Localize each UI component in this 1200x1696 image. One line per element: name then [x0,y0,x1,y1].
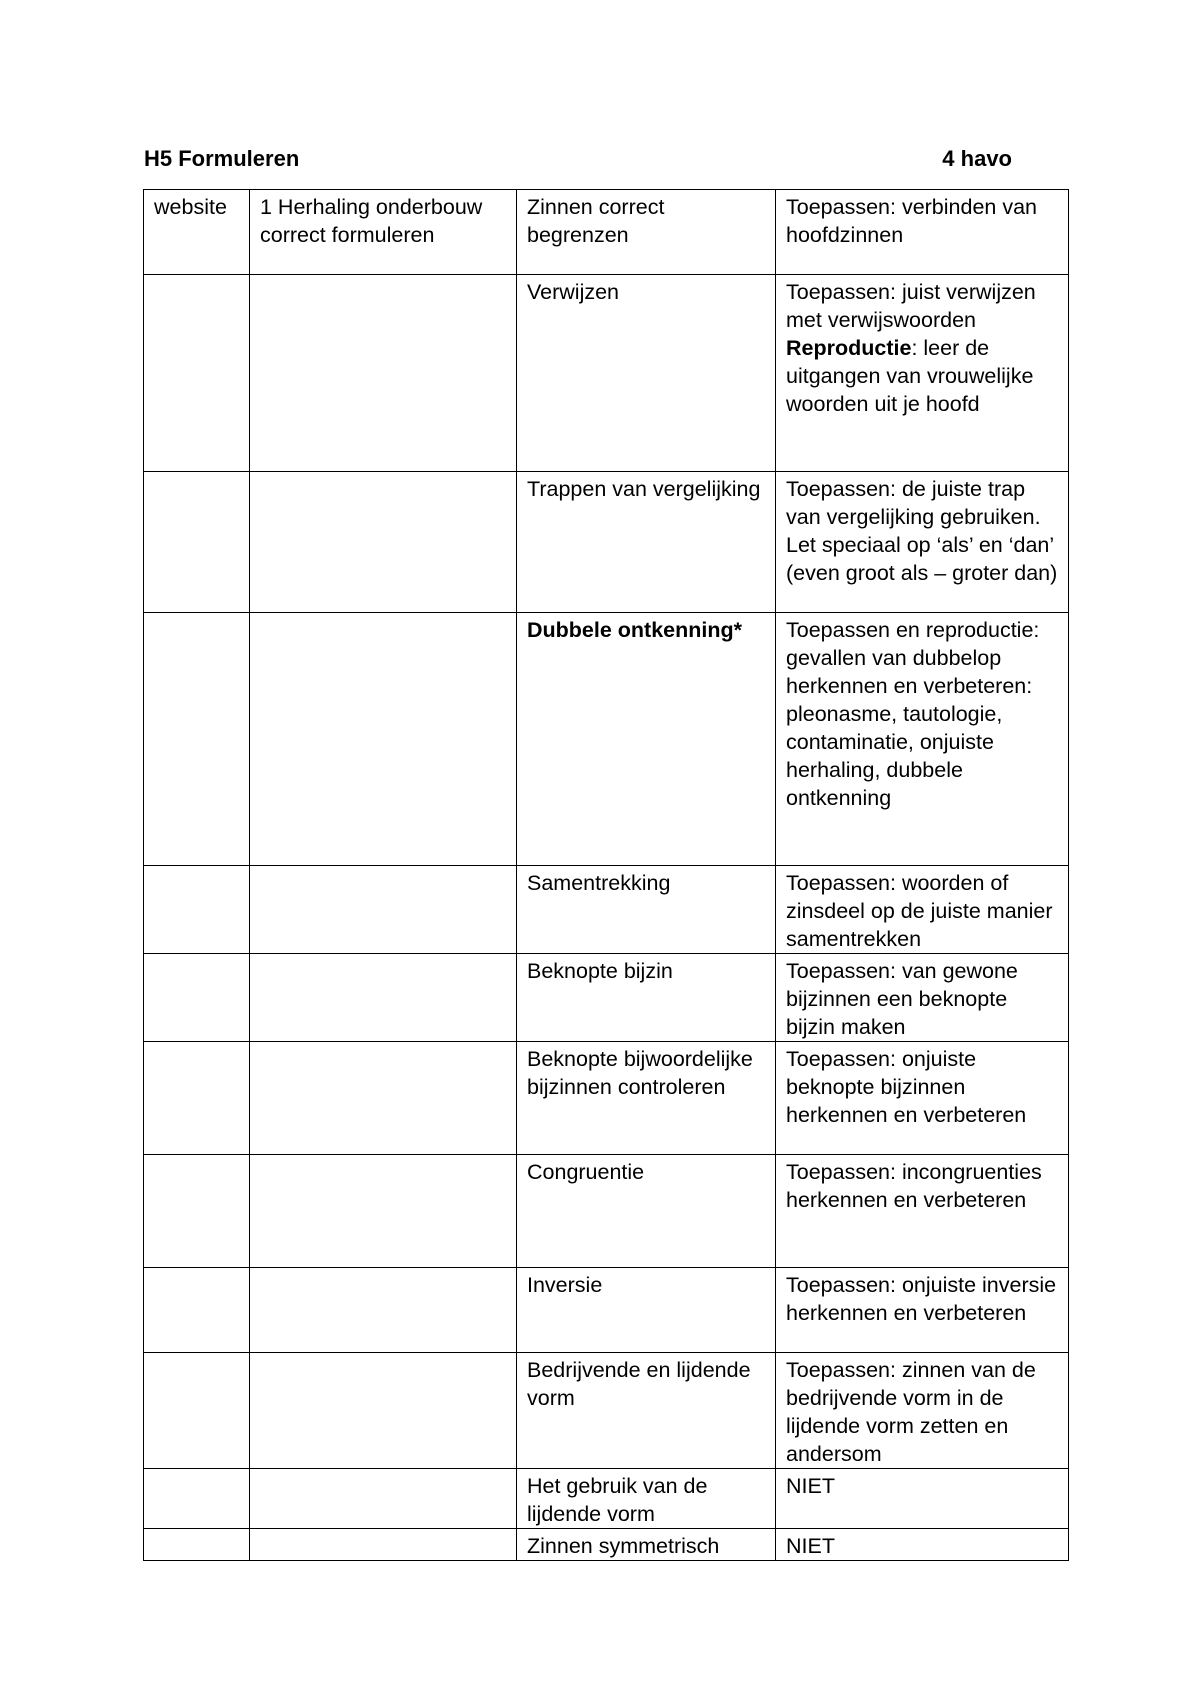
goal-cell: Toepassen: van gewone bijzinnen een beknopte bijzin maken [776,954,1069,1042]
goal-cell: NIET [776,1529,1069,1561]
goal-cell: Toepassen: onjuiste beknopte bijzinnen herkennen en verbeteren [776,1042,1069,1155]
goal-cell: Toepassen: onjuiste inversie herkennen en verbeteren [776,1268,1069,1353]
goal-cell: Toepassen: incongruenties herkennen en verbeteren [776,1155,1069,1268]
topic-cell: Bedrijvende en lijdende vorm [517,1353,776,1469]
table-row [144,1469,1069,1529]
topic-cell: Verwijzen [517,275,776,472]
source-cell [144,1268,250,1353]
source-cell [144,1529,250,1561]
topic-cell: Zinnen correct begrenzen [517,190,776,275]
document-title: H5 Formuleren [144,146,300,171]
chapter-cell [250,472,517,613]
chapter-cell [250,1529,517,1561]
topic-cell: Beknopte bijzin [517,954,776,1042]
table-row [144,1155,1069,1268]
topic-cell: Zinnen symmetrisch [517,1529,776,1561]
source-cell [144,1469,250,1529]
chapter-cell [250,1155,517,1268]
planning-table [143,189,1069,1561]
table-row [144,613,1069,866]
topic-cell: Het gebruik van de lijdende vorm [517,1469,776,1529]
topic-cell: Congruentie [517,1155,776,1268]
source-cell [144,1353,250,1469]
topic-cell: Dubbele ontkenning* [517,613,776,866]
source-cell [144,1155,250,1268]
table-row [144,1042,1069,1155]
source-cell [144,866,250,954]
table-row [144,954,1069,1042]
table-row [144,1353,1069,1469]
chapter-cell [250,1469,517,1529]
goal-text: Toepassen: juist verwijzen met verwijswoorden [786,280,1036,332]
source-cell [144,954,250,1042]
chapter-cell: 1 Herhaling onderbouw correct formuleren [250,190,517,275]
table-row [144,275,1069,472]
goal-cell: NIET [776,1469,1069,1529]
goal-extra-text: : leer de uitgangen van vrouwelijke woorden uit je hoofd [786,336,1034,416]
source-cell [144,472,250,613]
chapter-cell [250,866,517,954]
goal-cell: Toepassen: zinnen van de bedrijvende vorm in de lijdende vorm zetten en andersom [776,1353,1069,1469]
source-cell [144,275,250,472]
goal-cell: Toepassen: de juiste trap van vergelijking gebruiken. Let speciaal op ‘als’ en ‘dan’ (even groot als – groter dan) [776,472,1069,613]
table-row [144,1268,1069,1353]
table-row [144,190,1069,275]
chapter-cell [250,954,517,1042]
topic-cell: Inversie [517,1268,776,1353]
goal-cell: Toepassen: verbinden van hoofdzinnen [776,190,1069,275]
topic-cell: Beknopte bijwoordelijke bijzinnen controleren [517,1042,776,1155]
chapter-cell [250,275,517,472]
chapter-cell [250,1268,517,1353]
goal-cell: Toepassen en reproductie: gevallen van dubbelop herkennen en verbeteren: pleonasme, tautologie, contaminatie, onjuiste herhaling, dubbele ontkenning [776,613,1069,866]
table-row [144,472,1069,613]
topic-cell: Samentrekking [517,866,776,954]
document-header [144,142,1012,178]
source-cell [144,1042,250,1155]
goal-bold-text: Reproductie [786,336,912,360]
chapter-cell [250,613,517,866]
source-cell [144,613,250,866]
source-cell: website [144,190,250,275]
class-level: 4 havo [942,146,1012,171]
chapter-cell [250,1353,517,1469]
table-row [144,866,1069,954]
chapter-cell [250,1042,517,1155]
table-row [144,1529,1069,1561]
goal-cell: Toepassen: woorden of zinsdeel op de juiste manier samentrekken [776,866,1069,954]
topic-cell: Trappen van vergelijking [517,472,776,613]
goal-cell [776,275,1069,472]
